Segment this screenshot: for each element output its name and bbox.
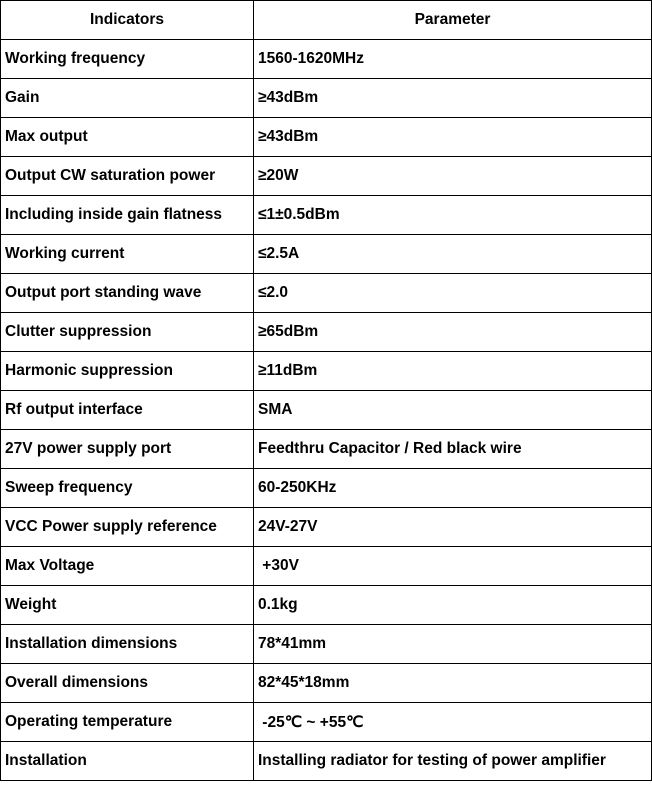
table-row: [1, 430, 652, 469]
indicator-cell: Rf output interface: [1, 391, 254, 430]
table-row: [1, 79, 652, 118]
indicator-cell: Clutter suppression: [1, 313, 254, 352]
indicator-cell: Weight: [1, 586, 254, 625]
parameter-cell: ≥20W: [254, 157, 652, 196]
indicator-cell: Harmonic suppression: [1, 352, 254, 391]
table-row: [1, 274, 652, 313]
indicator-cell: Installation dimensions: [1, 625, 254, 664]
table-row: [1, 664, 652, 703]
table-row: [1, 508, 652, 547]
parameter-cell: ≤2.5A: [254, 235, 652, 274]
parameter-cell: 1560-1620MHz: [254, 40, 652, 79]
parameter-cell: 78*41mm: [254, 625, 652, 664]
parameter-cell: ≥43dBm: [254, 79, 652, 118]
table-row: [1, 547, 652, 586]
header-indicators: Indicators: [1, 1, 254, 40]
parameter-cell: Feedthru Capacitor / Red black wire: [254, 430, 652, 469]
table-row: [1, 625, 652, 664]
parameter-cell: +30V: [254, 547, 652, 586]
indicator-cell: Sweep frequency: [1, 469, 254, 508]
table-row: [1, 391, 652, 430]
parameter-cell: ≤1±0.5dBm: [254, 196, 652, 235]
table-row: [1, 235, 652, 274]
parameter-cell: ≤2.0: [254, 274, 652, 313]
table-row: [1, 40, 652, 79]
indicator-cell: Overall dimensions: [1, 664, 254, 703]
parameter-cell: ≥11dBm: [254, 352, 652, 391]
parameter-cell: Installing radiator for testing of power amplifier: [254, 742, 652, 781]
table-row: [1, 703, 652, 742]
indicator-cell: Max output: [1, 118, 254, 157]
parameter-cell: -25℃ ~ +55℃: [254, 703, 652, 742]
indicator-cell: Operating temperature: [1, 703, 254, 742]
table-row: [1, 469, 652, 508]
table-row: [1, 313, 652, 352]
table-header-row: [1, 1, 652, 40]
indicator-cell: Including inside gain flatness: [1, 196, 254, 235]
indicator-cell: Installation: [1, 742, 254, 781]
indicator-cell: Working frequency: [1, 40, 254, 79]
table-row: [1, 157, 652, 196]
table-row: [1, 196, 652, 235]
indicator-cell: Max Voltage: [1, 547, 254, 586]
parameter-cell: 82*45*18mm: [254, 664, 652, 703]
indicator-cell: VCC Power supply reference: [1, 508, 254, 547]
indicator-cell: Output port standing wave: [1, 274, 254, 313]
parameter-cell: 0.1kg: [254, 586, 652, 625]
indicator-cell: Output CW saturation power: [1, 157, 254, 196]
indicator-cell: Gain: [1, 79, 254, 118]
parameter-cell: SMA: [254, 391, 652, 430]
parameter-cell: ≥43dBm: [254, 118, 652, 157]
table-row: [1, 352, 652, 391]
table-row: [1, 586, 652, 625]
indicator-cell: Working current: [1, 235, 254, 274]
table-row: [1, 742, 652, 781]
table-row: [1, 118, 652, 157]
parameter-cell: 60-250KHz: [254, 469, 652, 508]
parameter-cell: ≥65dBm: [254, 313, 652, 352]
parameter-cell: 24V-27V: [254, 508, 652, 547]
indicator-cell: 27V power supply port: [1, 430, 254, 469]
header-parameter: Parameter: [254, 1, 652, 40]
